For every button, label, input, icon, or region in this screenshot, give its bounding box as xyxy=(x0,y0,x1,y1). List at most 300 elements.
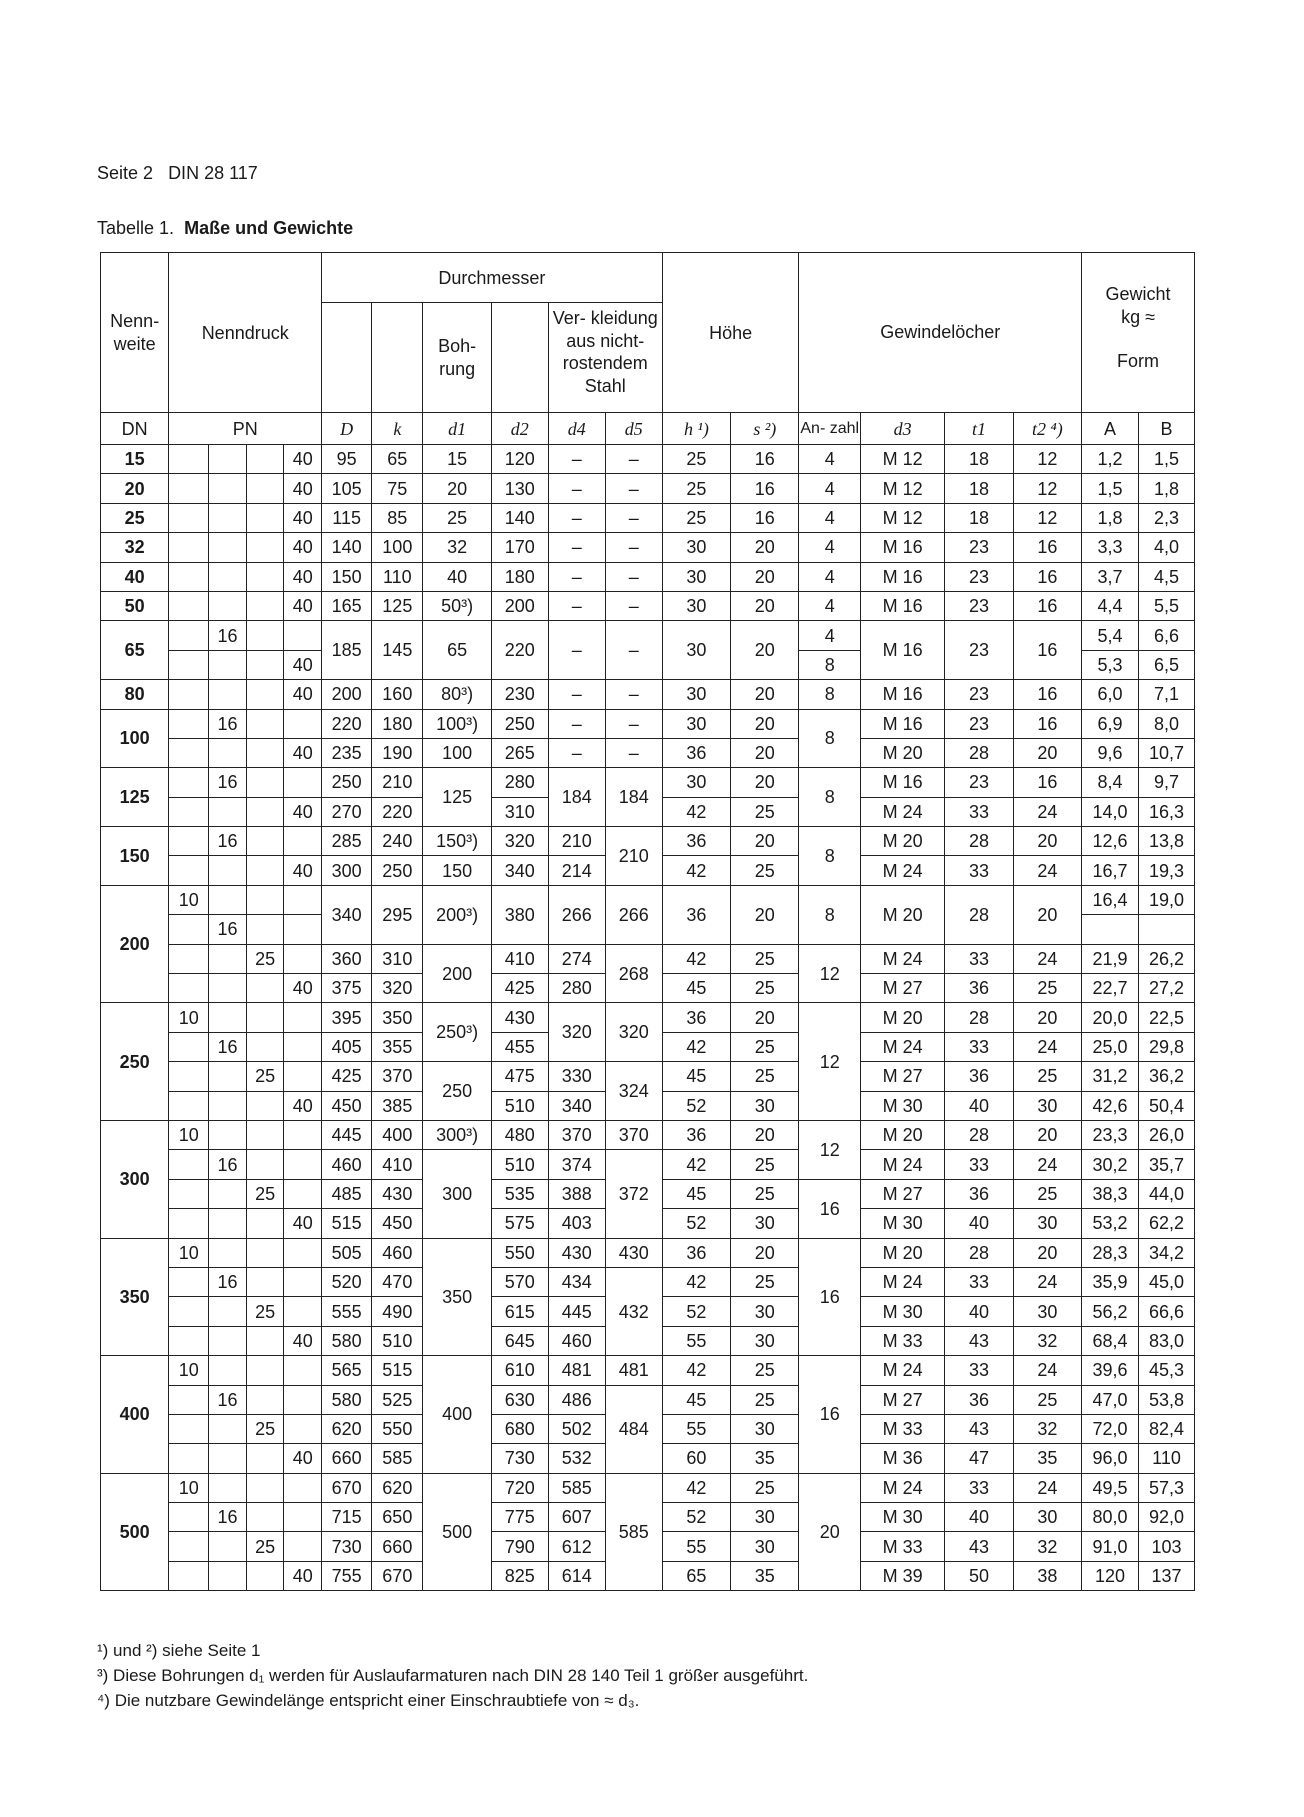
cell-pn2 xyxy=(246,680,284,709)
cell-t1: 43 xyxy=(945,1414,1013,1443)
cell-A: 6,0 xyxy=(1082,680,1139,709)
cell-h: 36 xyxy=(662,827,730,856)
header-nenndruck: Nenndruck xyxy=(169,253,322,413)
cell-t2: 24 xyxy=(1013,1150,1081,1179)
cell-d1: 350 xyxy=(423,1238,491,1356)
cell-pn2: 25 xyxy=(246,1297,284,1326)
cell-pn2: 25 xyxy=(246,1179,284,1208)
cell-d2: 310 xyxy=(491,797,548,826)
cell-s: 20 xyxy=(731,591,799,620)
cell-pn2 xyxy=(246,1267,284,1296)
cell-pn1 xyxy=(209,1179,247,1208)
cell-t1: 40 xyxy=(945,1503,1013,1532)
header-verkleidung: Ver- kleidung aus nicht- rostendem Stahl xyxy=(548,303,662,413)
cell-pn0 xyxy=(169,1267,209,1296)
cell-D: 105 xyxy=(322,474,372,503)
cell-pn3 xyxy=(284,1414,322,1443)
cell-t1: 33 xyxy=(945,1473,1013,1502)
table-title: Maße und Gewichte xyxy=(184,218,354,238)
header-k-blank xyxy=(372,303,423,413)
cell-t1: 28 xyxy=(945,1003,1013,1032)
cell-B: 8,0 xyxy=(1139,709,1195,738)
cell-d3: M 24 xyxy=(861,856,945,885)
cell-d3: M 24 xyxy=(861,944,945,973)
cell-D: 485 xyxy=(322,1179,372,1208)
cell-d5: 481 xyxy=(605,1356,662,1385)
cell-s: 30 xyxy=(731,1532,799,1561)
cell-s: 16 xyxy=(731,474,799,503)
cell-t2: 20 xyxy=(1013,885,1081,944)
cell-pn3 xyxy=(284,1385,322,1414)
cell-pn3: 40 xyxy=(284,1209,322,1238)
cell-pn2 xyxy=(246,1091,284,1120)
cell-t2: 24 xyxy=(1013,1356,1081,1385)
cell-n: 8 xyxy=(799,768,861,827)
header-t2: t2 ⁴) xyxy=(1013,413,1081,445)
cell-d4: 214 xyxy=(548,856,605,885)
cell-d3: M 24 xyxy=(861,1473,945,1502)
cell-dn: 100 xyxy=(101,709,169,768)
cell-n: 12 xyxy=(799,1120,861,1179)
cell-B: 92,0 xyxy=(1139,1503,1195,1532)
cell-d3: M 24 xyxy=(861,1267,945,1296)
table-row xyxy=(101,768,1195,797)
cell-t2: 16 xyxy=(1013,709,1081,738)
cell-pn2 xyxy=(246,1003,284,1032)
cell-d5: 370 xyxy=(605,1120,662,1149)
header-d1: d1 xyxy=(423,413,491,445)
cell-d3: M 27 xyxy=(861,974,945,1003)
footnote-1-2: ¹) und ²) siehe Seite 1 xyxy=(97,1641,261,1660)
cell-B xyxy=(1139,915,1195,944)
cell-t2: 16 xyxy=(1013,562,1081,591)
cell-pn3 xyxy=(284,915,322,944)
cell-D: 505 xyxy=(322,1238,372,1267)
cell-t2: 24 xyxy=(1013,797,1081,826)
cell-d5: 266 xyxy=(605,885,662,944)
cell-pn2 xyxy=(246,621,284,650)
cell-A: 12,6 xyxy=(1082,827,1139,856)
cell-n: 4 xyxy=(799,591,861,620)
header-bohrung: Boh- rung xyxy=(423,303,491,413)
cell-pn2 xyxy=(246,1209,284,1238)
cell-pn1 xyxy=(209,1297,247,1326)
cell-s: 30 xyxy=(731,1091,799,1120)
cell-d3: M 20 xyxy=(861,827,945,856)
cell-k: 410 xyxy=(372,1150,423,1179)
cell-k: 75 xyxy=(372,474,423,503)
cell-pn2 xyxy=(246,445,284,474)
cell-s: 20 xyxy=(731,885,799,944)
cell-D: 395 xyxy=(322,1003,372,1032)
cell-D: 670 xyxy=(322,1473,372,1502)
cell-t1: 36 xyxy=(945,974,1013,1003)
cell-d5: – xyxy=(605,680,662,709)
cell-D: 515 xyxy=(322,1209,372,1238)
cell-pn3 xyxy=(284,1179,322,1208)
cell-d5: 184 xyxy=(605,768,662,827)
cell-B: 110 xyxy=(1139,1444,1195,1473)
cell-t1: 23 xyxy=(945,709,1013,738)
cell-A: 4,4 xyxy=(1082,591,1139,620)
cell-d4: – xyxy=(548,738,605,767)
cell-pn0 xyxy=(169,1326,209,1355)
cell-d3: M 20 xyxy=(861,1120,945,1149)
cell-s: 20 xyxy=(731,621,799,680)
cell-s: 30 xyxy=(731,1297,799,1326)
cell-pn3: 40 xyxy=(284,856,322,885)
cell-pn2 xyxy=(246,533,284,562)
cell-pn2: 25 xyxy=(246,1532,284,1561)
cell-d3: M 39 xyxy=(861,1561,945,1590)
cell-t2: 24 xyxy=(1013,1267,1081,1296)
cell-pn3: 40 xyxy=(284,445,322,474)
cell-k: 430 xyxy=(372,1179,423,1208)
cell-k: 85 xyxy=(372,503,423,532)
table-row xyxy=(101,533,1195,562)
cell-n: 4 xyxy=(799,503,861,532)
cell-d5: – xyxy=(605,445,662,474)
cell-d2: 610 xyxy=(491,1356,548,1385)
header-k: k xyxy=(372,413,423,445)
cell-t2: 35 xyxy=(1013,1444,1081,1473)
cell-pn0 xyxy=(169,1385,209,1414)
cell-h: 25 xyxy=(662,503,730,532)
cell-s: 30 xyxy=(731,1503,799,1532)
cell-pn2 xyxy=(246,474,284,503)
cell-A: 39,6 xyxy=(1082,1356,1139,1385)
cell-pn2 xyxy=(246,1120,284,1149)
cell-d1: 20 xyxy=(423,474,491,503)
cell-A: 53,2 xyxy=(1082,1209,1139,1238)
cell-pn0 xyxy=(169,474,209,503)
cell-h: 42 xyxy=(662,1473,730,1502)
cell-s: 20 xyxy=(731,562,799,591)
header-s: s ²) xyxy=(731,413,799,445)
cell-n: 4 xyxy=(799,445,861,474)
cell-d3: M 24 xyxy=(861,1356,945,1385)
cell-k: 490 xyxy=(372,1297,423,1326)
cell-B: 45,3 xyxy=(1139,1356,1195,1385)
cell-A: 14,0 xyxy=(1082,797,1139,826)
cell-s: 16 xyxy=(731,445,799,474)
cell-pn2 xyxy=(246,1032,284,1061)
cell-d5: 324 xyxy=(605,1062,662,1121)
cell-t2: 24 xyxy=(1013,856,1081,885)
cell-t2: 24 xyxy=(1013,1473,1081,1502)
cell-d2: 680 xyxy=(491,1414,548,1443)
cell-D: 580 xyxy=(322,1385,372,1414)
cell-d2: 570 xyxy=(491,1267,548,1296)
cell-d4: 274 xyxy=(548,944,605,973)
cell-d4: – xyxy=(548,533,605,562)
cell-t1: 28 xyxy=(945,1238,1013,1267)
cell-h: 55 xyxy=(662,1532,730,1561)
cell-d1: 250 xyxy=(423,1062,491,1121)
cell-pn3: 40 xyxy=(284,1561,322,1590)
cell-d1: 300³) xyxy=(423,1120,491,1149)
cell-d1: 32 xyxy=(423,533,491,562)
header-durchmesser: Durchmesser xyxy=(322,253,663,303)
cell-A: 96,0 xyxy=(1082,1444,1139,1473)
cell-k: 650 xyxy=(372,1503,423,1532)
cell-t1: 33 xyxy=(945,1356,1013,1385)
cell-t1: 18 xyxy=(945,445,1013,474)
cell-d2: 170 xyxy=(491,533,548,562)
cell-s: 25 xyxy=(731,1267,799,1296)
cell-pn1: 16 xyxy=(209,915,247,944)
cell-t2: 20 xyxy=(1013,1238,1081,1267)
cell-t2: 25 xyxy=(1013,1179,1081,1208)
cell-A: 25,0 xyxy=(1082,1032,1139,1061)
cell-B: 137 xyxy=(1139,1561,1195,1590)
cell-A: 9,6 xyxy=(1082,738,1139,767)
cell-t1: 23 xyxy=(945,768,1013,797)
cell-d4: 184 xyxy=(548,768,605,827)
cell-t2: 12 xyxy=(1013,445,1081,474)
cell-k: 250 xyxy=(372,856,423,885)
cell-B: 36,2 xyxy=(1139,1062,1195,1091)
cell-D: 425 xyxy=(322,1062,372,1091)
cell-B: 4,0 xyxy=(1139,533,1195,562)
cell-D: 715 xyxy=(322,1503,372,1532)
cell-A: 1,5 xyxy=(1082,474,1139,503)
cell-d3: M 20 xyxy=(861,1238,945,1267)
table-caption xyxy=(97,218,353,239)
cell-pn3: 40 xyxy=(284,533,322,562)
cell-B: 19,0 xyxy=(1139,885,1195,914)
table-row xyxy=(101,709,1195,738)
cell-t2: 20 xyxy=(1013,1120,1081,1149)
cell-pn1 xyxy=(209,562,247,591)
cell-pn1 xyxy=(209,738,247,767)
cell-h: 42 xyxy=(662,1267,730,1296)
footnote-3: ³) Diese Bohrungen d₁ werden für Auslaufarmaturen nach DIN 28 140 Teil 1 größer ausgeführt. xyxy=(97,1666,809,1685)
cell-A: 8,4 xyxy=(1082,768,1139,797)
cell-pn0 xyxy=(169,1179,209,1208)
table-body xyxy=(101,445,1195,1591)
cell-pn0: 10 xyxy=(169,885,209,914)
cell-d2: 425 xyxy=(491,974,548,1003)
cell-k: 585 xyxy=(372,1444,423,1473)
cell-n: 8 xyxy=(799,709,861,768)
cell-pn1 xyxy=(209,1209,247,1238)
cell-h: 36 xyxy=(662,1238,730,1267)
cell-d4: – xyxy=(548,445,605,474)
cell-B: 10,7 xyxy=(1139,738,1195,767)
cell-d4: 266 xyxy=(548,885,605,944)
cell-d3: M 30 xyxy=(861,1091,945,1120)
cell-d2: 615 xyxy=(491,1297,548,1326)
cell-d5: 372 xyxy=(605,1150,662,1238)
cell-d2: 790 xyxy=(491,1532,548,1561)
cell-d3: M 16 xyxy=(861,768,945,797)
table-label: Tabelle 1. xyxy=(97,218,175,238)
cell-pn3 xyxy=(284,709,322,738)
cell-pn1 xyxy=(209,856,247,885)
cell-d3: M 16 xyxy=(861,533,945,562)
header-dn: DN xyxy=(101,413,169,445)
table-row xyxy=(101,1473,1195,1502)
cell-B: 53,8 xyxy=(1139,1385,1195,1414)
cell-pn1: 16 xyxy=(209,768,247,797)
cell-pn1 xyxy=(209,1414,247,1443)
cell-t2: 32 xyxy=(1013,1326,1081,1355)
cell-dn: 20 xyxy=(101,474,169,503)
cell-pn1 xyxy=(209,650,247,679)
cell-A: 30,2 xyxy=(1082,1150,1139,1179)
cell-B: 35,7 xyxy=(1139,1150,1195,1179)
cell-n: 8 xyxy=(799,650,861,679)
cell-B: 1,5 xyxy=(1139,445,1195,474)
cell-d3: M 12 xyxy=(861,503,945,532)
cell-h: 45 xyxy=(662,974,730,1003)
cell-d1: 200³) xyxy=(423,885,491,944)
cell-t1: 36 xyxy=(945,1062,1013,1091)
cell-A xyxy=(1082,915,1139,944)
cell-d2: 535 xyxy=(491,1179,548,1208)
cell-d3: M 33 xyxy=(861,1532,945,1561)
cell-pn2 xyxy=(246,856,284,885)
cell-h: 30 xyxy=(662,591,730,620)
cell-pn0 xyxy=(169,680,209,709)
cell-A: 68,4 xyxy=(1082,1326,1139,1355)
cell-A: 31,2 xyxy=(1082,1062,1139,1091)
cell-pn3 xyxy=(284,1473,322,1502)
cell-t1: 28 xyxy=(945,885,1013,944)
cell-pn0 xyxy=(169,915,209,944)
cell-pn1 xyxy=(209,1532,247,1561)
cell-d2: 430 xyxy=(491,1003,548,1032)
cell-d2: 320 xyxy=(491,827,548,856)
cell-pn2 xyxy=(246,1561,284,1590)
cell-pn0: 10 xyxy=(169,1003,209,1032)
cell-t2: 25 xyxy=(1013,974,1081,1003)
cell-s: 20 xyxy=(731,1120,799,1149)
cell-s: 35 xyxy=(731,1444,799,1473)
cell-D: 285 xyxy=(322,827,372,856)
cell-k: 525 xyxy=(372,1385,423,1414)
cell-h: 52 xyxy=(662,1297,730,1326)
cell-pn0 xyxy=(169,738,209,767)
cell-pn1 xyxy=(209,974,247,1003)
document-id: DIN 28 117 xyxy=(168,163,258,183)
cell-B: 62,2 xyxy=(1139,1209,1195,1238)
cell-d1: 80³) xyxy=(423,680,491,709)
cell-d4: – xyxy=(548,503,605,532)
cell-pn2 xyxy=(246,562,284,591)
cell-A: 23,3 xyxy=(1082,1120,1139,1149)
cell-A: 5,3 xyxy=(1082,650,1139,679)
cell-A: 22,7 xyxy=(1082,974,1139,1003)
header-form: Form xyxy=(1117,351,1160,371)
cell-k: 660 xyxy=(372,1532,423,1561)
cell-d1: 125 xyxy=(423,768,491,827)
cell-t2: 16 xyxy=(1013,621,1081,680)
cell-B: 16,3 xyxy=(1139,797,1195,826)
cell-s: 25 xyxy=(731,1356,799,1385)
cell-s: 25 xyxy=(731,1062,799,1091)
cell-A: 5,4 xyxy=(1082,621,1139,650)
cell-t1: 33 xyxy=(945,1150,1013,1179)
cell-pn0 xyxy=(169,1209,209,1238)
page-label: Seite 2 xyxy=(97,163,154,183)
cell-pn0: 10 xyxy=(169,1356,209,1385)
cell-A: 3,3 xyxy=(1082,533,1139,562)
cell-pn0 xyxy=(169,944,209,973)
cell-dn: 400 xyxy=(101,1356,169,1474)
cell-k: 515 xyxy=(372,1356,423,1385)
cell-k: 470 xyxy=(372,1267,423,1296)
table-row xyxy=(101,1385,1195,1414)
cell-pn1 xyxy=(209,474,247,503)
cell-dn: 25 xyxy=(101,503,169,532)
cell-k: 550 xyxy=(372,1414,423,1443)
cell-d5: – xyxy=(605,503,662,532)
cell-pn0 xyxy=(169,797,209,826)
cell-t2: 32 xyxy=(1013,1532,1081,1561)
cell-pn3: 40 xyxy=(284,503,322,532)
cell-k: 65 xyxy=(372,445,423,474)
cell-t2: 20 xyxy=(1013,1003,1081,1032)
cell-B: 27,2 xyxy=(1139,974,1195,1003)
cell-h: 42 xyxy=(662,1150,730,1179)
cell-s: 30 xyxy=(731,1326,799,1355)
cell-pn2 xyxy=(246,974,284,1003)
cell-pn0 xyxy=(169,621,209,650)
cell-d2: 180 xyxy=(491,562,548,591)
cell-n: 4 xyxy=(799,533,861,562)
cell-d4: 320 xyxy=(548,1003,605,1062)
cell-t1: 40 xyxy=(945,1091,1013,1120)
cell-dn: 200 xyxy=(101,885,169,1003)
cell-d4: 330 xyxy=(548,1062,605,1091)
cell-A: 16,4 xyxy=(1082,885,1139,914)
cell-pn3 xyxy=(284,1267,322,1296)
cell-pn1 xyxy=(209,445,247,474)
cell-t1: 40 xyxy=(945,1297,1013,1326)
cell-k: 670 xyxy=(372,1561,423,1590)
cell-A: 1,2 xyxy=(1082,445,1139,474)
table-row xyxy=(101,1062,1195,1091)
cell-D: 95 xyxy=(322,445,372,474)
cell-pn2 xyxy=(246,738,284,767)
cell-t1: 23 xyxy=(945,533,1013,562)
cell-t1: 33 xyxy=(945,1032,1013,1061)
cell-d3: M 27 xyxy=(861,1385,945,1414)
cell-t2: 24 xyxy=(1013,944,1081,973)
cell-h: 36 xyxy=(662,885,730,944)
cell-n: 4 xyxy=(799,562,861,591)
cell-pn2 xyxy=(246,503,284,532)
cell-pn2 xyxy=(246,768,284,797)
cell-d1: 150³) xyxy=(423,827,491,856)
cell-B: 7,1 xyxy=(1139,680,1195,709)
cell-D: 755 xyxy=(322,1561,372,1590)
cell-d5: – xyxy=(605,709,662,738)
cell-D: 220 xyxy=(322,709,372,738)
cell-s: 16 xyxy=(731,503,799,532)
cell-t2: 20 xyxy=(1013,738,1081,767)
cell-B: 19,3 xyxy=(1139,856,1195,885)
cell-dn: 125 xyxy=(101,768,169,827)
cell-pn3: 40 xyxy=(284,562,322,591)
cell-d1: 25 xyxy=(423,503,491,532)
header-d4: d4 xyxy=(548,413,605,445)
cell-pn0 xyxy=(169,856,209,885)
cell-pn1 xyxy=(209,1062,247,1091)
cell-t2: 20 xyxy=(1013,827,1081,856)
